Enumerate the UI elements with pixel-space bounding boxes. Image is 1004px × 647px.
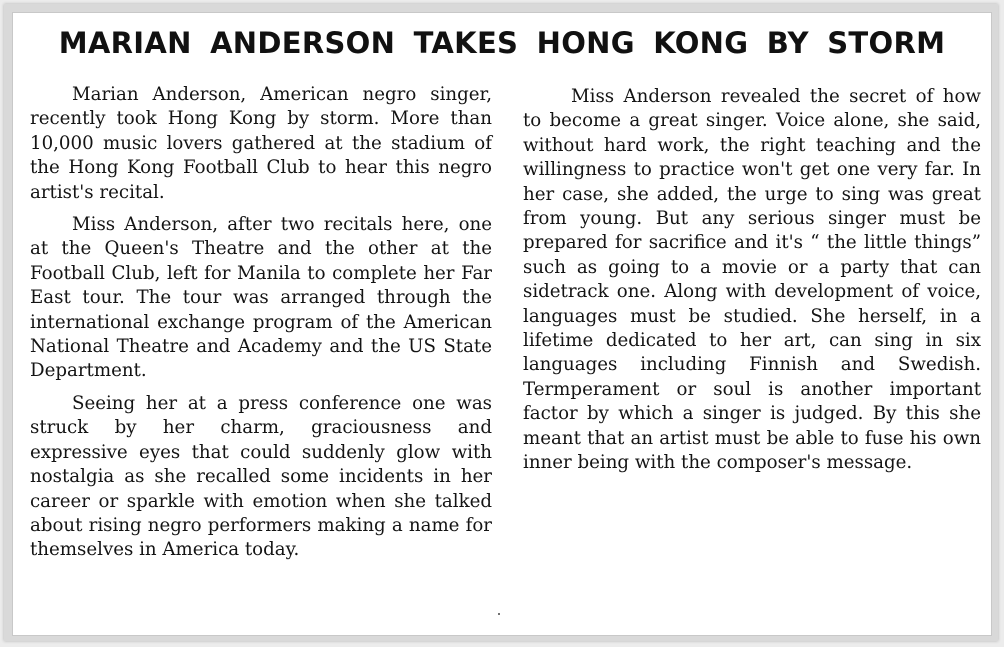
article-headline: MARIAN ANDERSON TAKES HONG KONG BY STORM bbox=[58, 26, 946, 60]
newspaper-clipping bbox=[12, 12, 992, 636]
left-column bbox=[30, 83, 492, 571]
image-frame bbox=[4, 4, 998, 641]
paragraph-1: Marian Anderson, American negro singer, recently took Hong Kong by storm. More than 10,000 music lovers gathered at the stadium of the Hong Kong Football Club to hear this negro artist's recital. bbox=[30, 84, 492, 203]
print-speck bbox=[498, 613, 500, 615]
paragraph-3: Seeing her at a press conference one was struck by her charm, graciousness and expressive eyes that could suddenly glow with nostalgia as she recalled some incidents in her career or sparkle with emotion when she talked about rising negro performers making a name for themselves in America today. bbox=[30, 392, 492, 561]
paragraph-4: Miss Anderson revealed the secret of how to become a great singer. Voice alone, she said, without hard work, the right teaching and the willingness to practice won't get one very far. In her case, she added, the urge to sing was great from young. But any serious singer must be prepared for sacrifice and it's “ the little things” such as going to a movie or a party that can sidetrack one. Along with development of voice, languages must be studied. She herself, in a lifetime dedicated to her art, can sing in six languages including Finnish and Swedish. Termperament or soul is another important factor by which a singer is judged. By this she meant that an artist must be able to fuse his own inner being with the composer's message. bbox=[523, 86, 981, 474]
right-column bbox=[523, 85, 981, 484]
paragraph-2: Miss Anderson, after two recitals here, one at the Queen's Theatre and the other at the Football Club, left for Manila to complete her Far East tour. The tour was arranged through the international exchange program of the American National Theatre and Academy and the US State Department. bbox=[30, 214, 492, 382]
